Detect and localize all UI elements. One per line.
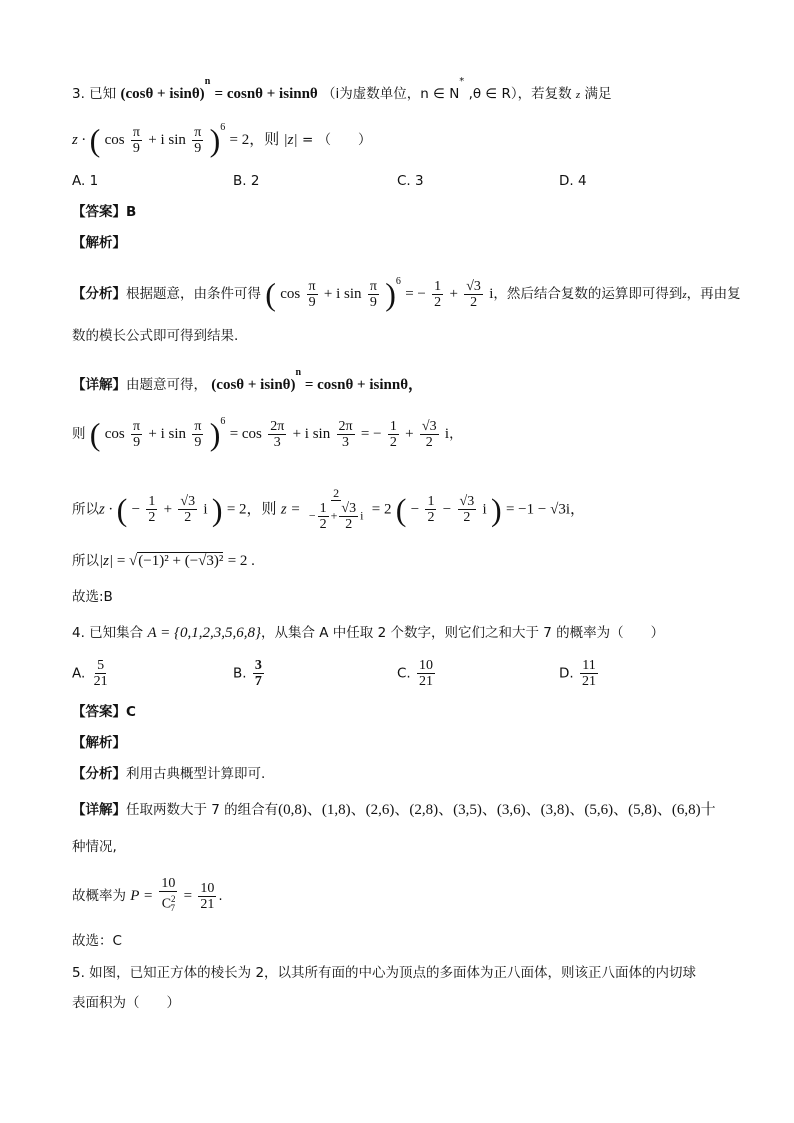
q3-analysis-title: 【解析】	[72, 235, 126, 251]
q4-option-b: B. $\frac{3}{7}$	[233, 658, 262, 689]
q4-analysis-title: 【解析】	[72, 735, 126, 751]
q3-xiangjie-line4: 所以|z| = √(−1)² + (−√3)² = 2 .	[72, 553, 255, 569]
q3-option-a: A. 1	[72, 173, 99, 189]
q4-probability: 故概率为 P = $\frac{10}{C^2_7}$ = $\frac{10}{21}$ .	[72, 876, 223, 914]
fraction: $\frac{1}{2}$	[427, 494, 435, 525]
q4-fenxi: 【分析】利用古典概型计算即可.	[72, 766, 266, 782]
q4-xiangjie-line2: 种情况,	[72, 839, 117, 855]
q4-option-d: D. $\frac{11}{21}$	[559, 658, 596, 689]
fraction: $\frac{\pi}{9}$	[132, 124, 140, 156]
q4-answer: 【答案】C	[72, 704, 136, 720]
q4-xiangjie-line1: 【详解】任取两数大于 7 的组合有(0,8)、(1,8)、(2,6)、(2,8)、(3,5)、(3,6)、(3,8)、(5,6)、(5,8)、(6,8)十	[72, 802, 716, 818]
q3-option-c: C. 3	[397, 173, 424, 189]
q4-stem: 4. 已知集合 A = {0,1,2,3,5,6,8}，从集合 A 中任取 2 个数字，则它们之和大于 7 的概率为（ ）	[72, 625, 665, 641]
q3-xiangjie-line1: 【详解】由题意可得， $(\cos\theta + isin\theta)^n = \cos n\theta + isinn\theta$，	[72, 367, 424, 393]
q3-option-b: B. 2	[233, 173, 260, 189]
fraction: 2 − $\frac{1}{2}$ + $\frac{√3}{2}$ i	[308, 486, 364, 532]
q3-xiangjie-line3: 所以z · ( − $\frac{1}{2}$ + $\frac{√3}{2}$ i ) = 2，则 z = 2 − $\frac{1}{2}$ + $\frac{√3}{2}$ i = 2 ( − $\frac{1}{2}$ − $\frac{√3}{2}$ i ) = −1 − √3i，	[72, 486, 585, 532]
fraction: $\frac{1}{2}$	[148, 494, 156, 525]
q3-answer: 【答案】B	[72, 204, 137, 220]
fraction: $\frac{2\pi}{3}$	[270, 418, 285, 450]
fraction: $\frac{\pi}{9}$	[133, 418, 141, 450]
fraction: $\frac{2\pi}{3}$	[338, 418, 353, 450]
q5-stem-line1: 5. 如图，已知正方体的棱长为 2，以其所有面的中心为顶点的多面体为正八面体，则该正八面体的内切球	[72, 965, 697, 981]
fraction: $\frac{√3}{2}$	[459, 494, 475, 525]
q3-option-d: D. 4	[559, 173, 587, 189]
q4-guxuan: 故选：C	[72, 933, 122, 949]
fraction: $\frac{\pi}{9}$	[194, 124, 202, 156]
q3-stem-line2: z · ( cos $\frac{\pi}{9}$ + i sin $\frac{\pi}{9}$ )$^6$ = 2，则 |z| = （ ）	[72, 122, 372, 158]
fraction: $\frac{1}{2}$	[389, 418, 397, 450]
fraction: $\frac{\pi}{9}$	[369, 278, 377, 310]
fraction: $\frac{\pi}{9}$	[194, 418, 202, 450]
q5-stem-line2: 表面积为（ ）	[72, 995, 180, 1011]
q3-guxuan: 故选:B	[72, 589, 113, 605]
q4-option-c: C. $\frac{10}{21}$	[397, 658, 434, 689]
fraction: $\frac{√3}{2}$	[421, 418, 437, 450]
fraction: $\frac{√3}{2}$	[180, 494, 196, 525]
fraction: $\frac{\pi}{9}$	[308, 278, 316, 310]
q4-option-a: A. $\frac{5}{21}$	[72, 658, 108, 689]
fraction: $\frac{1}{2}$	[434, 278, 442, 310]
q3-stem-line1: 3. 已知 $(\cos\theta + isin\theta)^n = \cos n\theta + isinn\theta$ （i为虚数单位，n ∈ N* ,θ ∈ R），若复数 z 满足	[72, 76, 612, 102]
q3-fenxi-line2: 数的模长公式即可得到结果.	[72, 328, 239, 344]
q3-xiangjie-line2: 则 ( cos $\frac{\pi}{9}$ + i sin $\frac{\pi}{9}$ )$^6$ = cos $\frac{2\pi}{3}$ + i sin $\frac{2\pi}{3}$ = − $\frac{1}{2}$ + $\frac{√3}{2}$ i，	[72, 416, 463, 452]
fraction: $\frac{√3}{2}$	[466, 278, 481, 310]
q3-fenxi-line1: 【分析】根据题意，由条件可得 ( cos $\frac{\pi}{9}$ + i sin $\frac{\pi}{9}$ )$^6$ = − $\frac{1}{2}$ + $\frac{√3}{2}$ i，然后结合复数的运算即可得到z，再由复	[72, 276, 741, 312]
